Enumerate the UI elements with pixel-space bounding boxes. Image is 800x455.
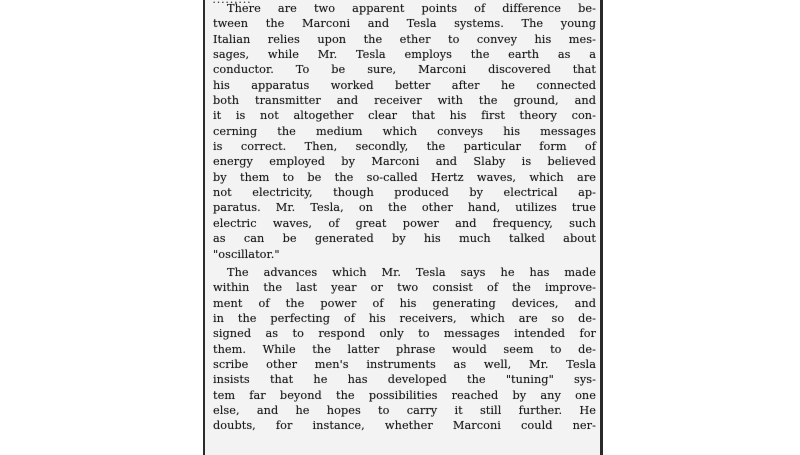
text-line: Italian relies upon the ether to convey his mes-: [213, 32, 596, 46]
text-line: "oscillator.": [213, 247, 280, 261]
article-column: [213, 1, 596, 434]
text-line: is correct. Then, secondly, the particular form of: [213, 140, 596, 154]
text-line: else, and he hopes to carry it still further. He: [213, 403, 596, 417]
text-line: not electricity, though produced by electrical ap-: [213, 186, 596, 200]
text-line: tween the Marconi and Tesla systems. The young: [213, 17, 596, 31]
text-line: them. While the latter phrase would seem to de-: [213, 342, 596, 356]
clipping-left-border: [203, 0, 205, 455]
text-line: both transmitter and receiver with the ground, and: [213, 94, 596, 108]
text-line: There are two apparent points of difference be-: [227, 2, 596, 15]
text-line: energy employed by Marconi and Slaby is believed: [213, 155, 596, 169]
text-line: by them to be the so-called Hertz waves, which are: [213, 170, 596, 184]
text-line: signed as to respond only to messages intended for: [213, 327, 596, 341]
text-line: within the last year or two consist of the improve-: [213, 281, 596, 295]
text-line: ment of the power of his generating devices, and: [213, 296, 596, 310]
text-line: electric waves, of great power and frequency, such: [213, 216, 596, 230]
text-line: as can be generated by his much talked about: [213, 232, 596, 246]
paragraph-1: [213, 1, 596, 262]
text-line: The advances which Mr. Tesla says he has made: [227, 265, 596, 279]
text-line: paratus. Mr. Tesla, on the other hand, utilizes true: [213, 201, 596, 215]
clipping-right-border: [600, 0, 603, 455]
paragraph-2: [213, 265, 596, 434]
text-line: insists that he has developed the "tuning" sys-: [213, 373, 596, 387]
text-line: scribe other men's instruments as well, Mr. Tesla: [213, 357, 596, 371]
text-line: his apparatus worked better after he connected: [213, 78, 596, 92]
text-line: cerning the medium which conveys his messages: [213, 124, 596, 138]
text-line: conductor. To be sure, Marconi discovered that: [213, 63, 596, 77]
text-line: it is not altogether clear that his first theory con-: [213, 109, 596, 123]
text-line: doubts, for instance, whether Marconi could ner-: [213, 419, 596, 433]
text-line: in the perfecting of his receivers, which are so de-: [213, 311, 596, 325]
text-line: tem far beyond the possibilities reached by any one: [213, 388, 596, 402]
text-line: sages, while Mr. Tesla employs the earth as a: [213, 48, 596, 62]
